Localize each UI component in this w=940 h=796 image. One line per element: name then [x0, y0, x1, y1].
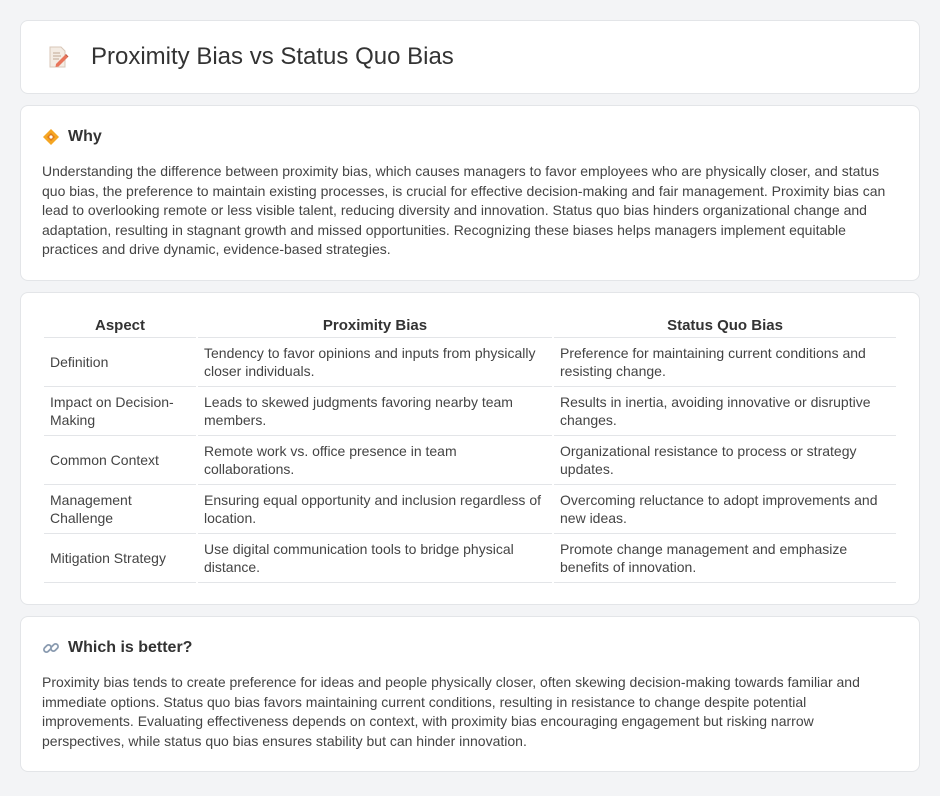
- comparison-table-card: [20, 292, 920, 605]
- page-title: Proximity Bias vs Status Quo Bias: [91, 43, 454, 70]
- table-row: [44, 436, 896, 485]
- header-card: [20, 20, 920, 94]
- table-row: [44, 534, 896, 583]
- table-row: [44, 387, 896, 436]
- table-header-status-quo: Status Quo Bias: [667, 316, 783, 334]
- table-row: [44, 485, 896, 534]
- table-cell: Leads to skewed judgments favoring nearby team members.: [198, 387, 552, 436]
- table-cell: Management Challenge: [44, 485, 196, 534]
- table-cell: Preference for maintaining current conditions and resisting change.: [554, 337, 896, 387]
- table-cell: Organizational resistance to process or strategy updates.: [554, 436, 896, 485]
- table-cell: Impact on Decision-Making: [44, 387, 196, 436]
- which-better-title: Which is better?: [68, 638, 193, 656]
- why-section: [20, 105, 920, 281]
- which-better-text: Proximity bias tends to create preference for ideas and people physically closer, often skewing decision-making towards familiar and immediate options. Status quo bias favors maintaining current conditions, resulting in resistance to change despite potential improvements. Evaluating effectiveness depends on context, with proximity bias encouraging engagement but risking narrow perspectives, while status quo bias ensures stability but can hinder innovation.: [42, 673, 860, 749]
- table-cell: Tendency to favor opinions and inputs from physically closer individuals.: [198, 337, 552, 387]
- table-cell: Mitigation Strategy: [44, 534, 196, 583]
- why-text: Understanding the difference between proximity bias, which causes managers to favor employees who are physically closer, and status quo bias, the preference to maintain existing processes, is crucial for effective decision-making and fair management. Proximity bias can lead to overlooking remote or less visible talent, reducing diversity and innovation. Status quo bias hinders organizational change and adaptation, resulting in stagnant growth and missed opportunities. Recognizing these biases helps managers implement equitable practices and drive dynamic, evidence-based strategies.: [42, 163, 886, 258]
- table-header-proximity: Proximity Bias: [322, 316, 428, 334]
- table-header-aspect: Aspect: [94, 316, 146, 334]
- table-cell: Ensuring equal opportunity and inclusion regardless of location.: [198, 485, 552, 534]
- table-cell: Common Context: [44, 436, 196, 485]
- document-pencil-icon: [47, 45, 69, 69]
- table-cell: Definition: [44, 337, 196, 387]
- table-cell: Results in inertia, avoiding innovative or disruptive changes.: [554, 387, 896, 436]
- table-row: [44, 337, 896, 387]
- why-title: Why: [68, 128, 102, 145]
- table-cell: Use digital communication tools to bridge physical distance.: [198, 534, 552, 583]
- table-cell: Remote work vs. office presence in team collaborations.: [198, 436, 552, 485]
- table-cell: Promote change management and emphasize benefits of innovation.: [554, 534, 896, 583]
- link-icon: [42, 639, 60, 657]
- comparison-table: [42, 313, 898, 583]
- which-better-section: [20, 616, 920, 772]
- diamond-icon: [42, 128, 60, 146]
- table-cell: Overcoming reluctance to adopt improvements and new ideas.: [554, 485, 896, 534]
